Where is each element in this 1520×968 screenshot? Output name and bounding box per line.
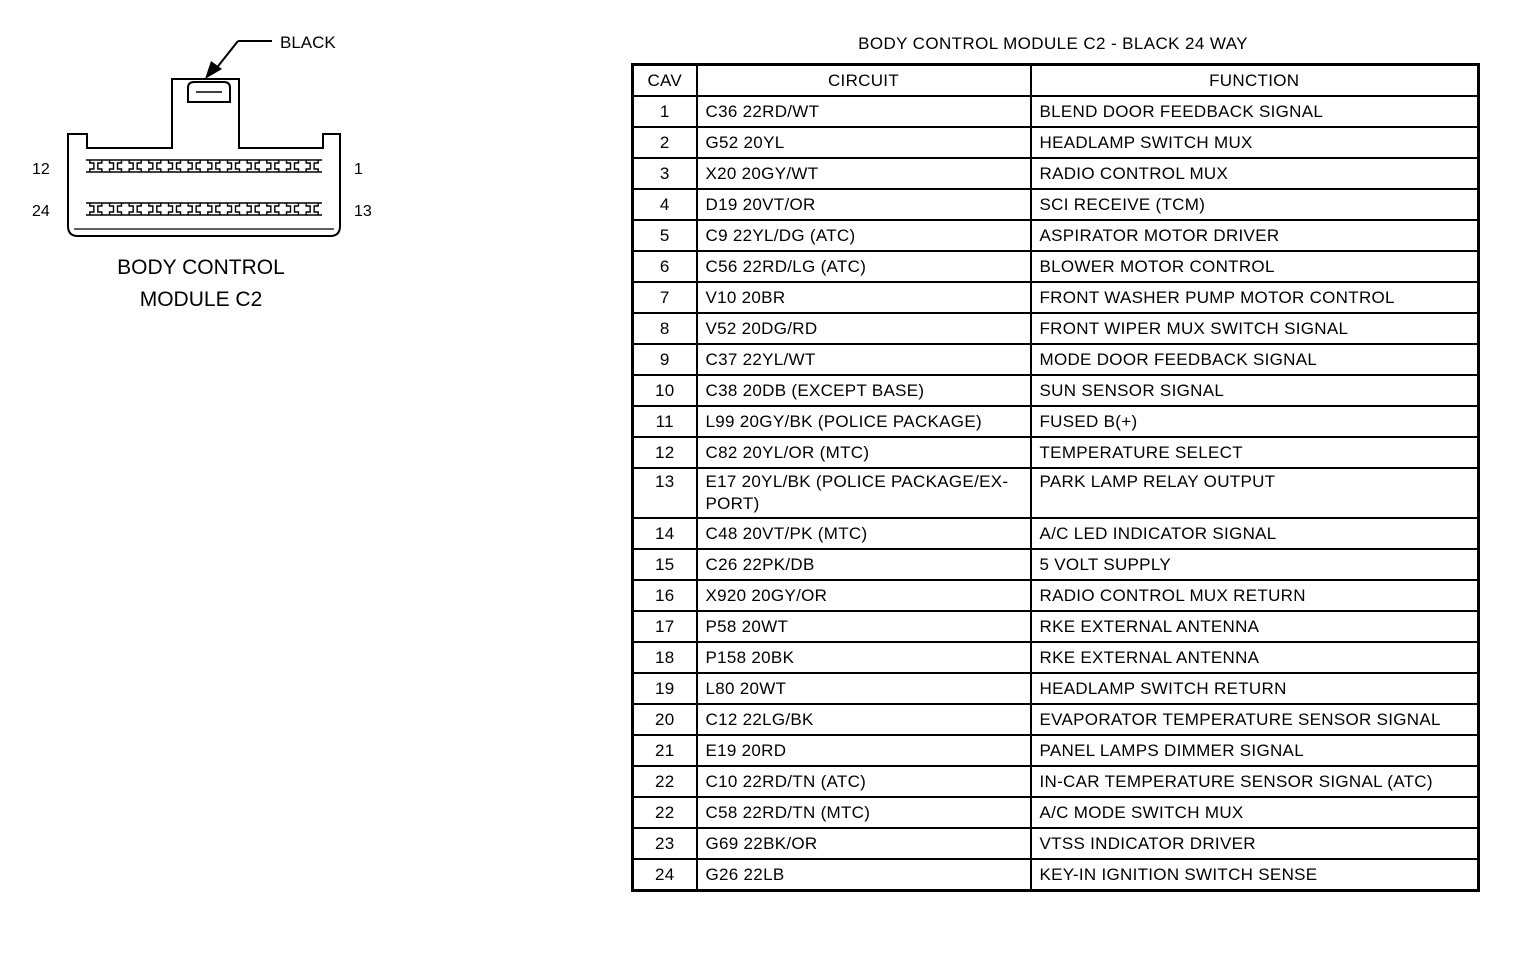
table-row — [633, 580, 1479, 611]
cav-cell: 5 — [633, 220, 697, 251]
circuit-cell: C26 22PK/DB — [697, 549, 1031, 580]
table-row — [633, 735, 1479, 766]
cav-cell: 19 — [633, 673, 697, 704]
cav-cell: 22 — [633, 766, 697, 797]
function-cell: BLEND DOOR FEEDBACK SIGNAL — [1031, 96, 1479, 127]
table-row — [633, 282, 1479, 313]
cav-cell: 3 — [633, 158, 697, 189]
circuit-cell: C56 22RD/LG (ATC) — [697, 251, 1031, 282]
table-row — [633, 468, 1479, 518]
cav-cell: 9 — [633, 344, 697, 375]
function-cell: BLOWER MOTOR CONTROL — [1031, 251, 1479, 282]
pin-label-1: 1 — [354, 161, 363, 178]
function-cell: A/C LED INDICATOR SIGNAL — [1031, 518, 1479, 549]
circuit-cell: C37 22YL/WT — [697, 344, 1031, 375]
function-cell: RKE EXTERNAL ANTENNA — [1031, 642, 1479, 673]
terminal-row-bottom — [86, 203, 322, 215]
color-callout-label: BLACK — [280, 33, 336, 52]
circuit-cell: X20 20GY/WT — [697, 158, 1031, 189]
table-row — [633, 406, 1479, 437]
terminal-cavity — [247, 160, 259, 172]
circuit-cell: L99 20GY/BK (POLICE PACKAGE) — [697, 406, 1031, 437]
circuit-cell: C38 20DB (EXCEPT BASE) — [697, 375, 1031, 406]
function-cell: FRONT WASHER PUMP MOTOR CONTROL — [1031, 282, 1479, 313]
terminal-cavity — [247, 203, 259, 215]
table-row — [633, 704, 1479, 735]
terminal-cavity — [188, 160, 200, 172]
function-cell: FUSED B(+) — [1031, 406, 1479, 437]
circuit-cell: L80 20WT — [697, 673, 1031, 704]
circuit-cell: G52 20YL — [697, 127, 1031, 158]
cav-cell: 7 — [633, 282, 697, 313]
terminal-cavity — [287, 203, 299, 215]
table-row — [633, 437, 1479, 468]
cav-cell: 13 — [633, 468, 697, 518]
circuit-cell: D19 20VT/OR — [697, 189, 1031, 220]
table-row — [633, 611, 1479, 642]
header-cav: CAV — [633, 65, 697, 97]
cav-cell: 1 — [633, 96, 697, 127]
terminal-cavity — [90, 203, 102, 215]
function-cell: RKE EXTERNAL ANTENNA — [1031, 611, 1479, 642]
function-cell: ASPIRATOR MOTOR DRIVER — [1031, 220, 1479, 251]
function-cell: FRONT WIPER MUX SWITCH SIGNAL — [1031, 313, 1479, 344]
table-row — [633, 828, 1479, 859]
pinout-table — [631, 63, 1480, 892]
function-cell: TEMPERATURE SELECT — [1031, 437, 1479, 468]
function-cell: IN-CAR TEMPERATURE SENSOR SIGNAL (ATC) — [1031, 766, 1479, 797]
function-cell: SUN SENSOR SIGNAL — [1031, 375, 1479, 406]
circuit-cell: C9 22YL/DG (ATC) — [697, 220, 1031, 251]
table-row — [633, 673, 1479, 704]
table-row — [633, 251, 1479, 282]
pinout-table-body — [633, 96, 1479, 891]
circuit-cell: X920 20GY/OR — [697, 580, 1031, 611]
circuit-cell: C12 22LG/BK — [697, 704, 1031, 735]
function-cell: A/C MODE SWITCH MUX — [1031, 797, 1479, 828]
terminal-cavity — [267, 160, 279, 172]
cav-cell: 4 — [633, 189, 697, 220]
header-function: FUNCTION — [1031, 65, 1479, 97]
table-row — [633, 797, 1479, 828]
function-cell: KEY-IN IGNITION SWITCH SENSE — [1031, 859, 1479, 891]
circuit-cell: V10 20BR — [697, 282, 1031, 313]
pin-label-12: 12 — [32, 161, 50, 178]
table-row — [633, 642, 1479, 673]
table-row — [633, 375, 1479, 406]
cav-cell: 10 — [633, 375, 697, 406]
circuit-cell: G69 22BK/OR — [697, 828, 1031, 859]
circuit-cell: P58 20WT — [697, 611, 1031, 642]
function-cell: RADIO CONTROL MUX — [1031, 158, 1479, 189]
cav-cell: 8 — [633, 313, 697, 344]
function-cell: HEADLAMP SWITCH RETURN — [1031, 673, 1479, 704]
terminal-cavity — [228, 160, 240, 172]
table-row — [633, 859, 1479, 891]
table-row — [633, 220, 1479, 251]
terminal-cavity — [169, 203, 181, 215]
cav-cell: 12 — [633, 437, 697, 468]
table-row — [633, 96, 1479, 127]
function-cell: VTSS INDICATOR DRIVER — [1031, 828, 1479, 859]
cav-cell: 24 — [633, 859, 697, 891]
table-row — [633, 549, 1479, 580]
cav-cell: 22 — [633, 797, 697, 828]
cav-cell: 23 — [633, 828, 697, 859]
terminal-cavity — [110, 203, 122, 215]
table-row — [633, 344, 1479, 375]
cav-cell: 6 — [633, 251, 697, 282]
circuit-cell: C10 22RD/TN (ATC) — [697, 766, 1031, 797]
terminal-cavity — [208, 203, 220, 215]
table-row — [633, 518, 1479, 549]
table-row — [633, 766, 1479, 797]
terminal-row-top — [86, 160, 322, 172]
cav-cell: 18 — [633, 642, 697, 673]
terminal-cavity — [228, 203, 240, 215]
function-cell: 5 VOLT SUPPLY — [1031, 549, 1479, 580]
terminal-cavity — [110, 160, 122, 172]
connector-name-line2: MODULE C2 — [139, 288, 263, 311]
header-circuit: CIRCUIT — [697, 65, 1031, 97]
callout-arrow — [205, 41, 272, 79]
table-row — [633, 158, 1479, 189]
terminal-cavity — [149, 203, 161, 215]
function-cell: SCI RECEIVE (TCM) — [1031, 189, 1479, 220]
circuit-cell: C82 20YL/OR (MTC) — [697, 437, 1031, 468]
terminal-cavity — [188, 203, 200, 215]
cav-cell: 20 — [633, 704, 697, 735]
terminal-cavity — [129, 160, 141, 172]
terminal-cavity — [149, 160, 161, 172]
function-cell: PARK LAMP RELAY OUTPUT — [1031, 468, 1479, 518]
function-cell: MODE DOOR FEEDBACK SIGNAL — [1031, 344, 1479, 375]
cav-cell: 21 — [633, 735, 697, 766]
circuit-cell: C48 20VT/PK (MTC) — [697, 518, 1031, 549]
circuit-cell: E19 20RD — [697, 735, 1031, 766]
function-cell: PANEL LAMPS DIMMER SIGNAL — [1031, 735, 1479, 766]
circuit-cell: P158 20BK — [697, 642, 1031, 673]
function-cell: RADIO CONTROL MUX RETURN — [1031, 580, 1479, 611]
function-cell: HEADLAMP SWITCH MUX — [1031, 127, 1479, 158]
terminal-cavity — [169, 160, 181, 172]
cav-cell: 17 — [633, 611, 697, 642]
cav-cell: 15 — [633, 549, 697, 580]
cav-cell: 14 — [633, 518, 697, 549]
connector-diagram — [0, 0, 420, 330]
terminal-cavity — [306, 160, 318, 172]
pin-label-13: 13 — [354, 203, 372, 220]
table-title: BODY CONTROL MODULE C2 - BLACK 24 WAY — [858, 34, 1248, 53]
terminal-cavity — [287, 160, 299, 172]
table-header-row — [633, 65, 1479, 97]
circuit-cell: V52 20DG/RD — [697, 313, 1031, 344]
terminal-cavity — [90, 160, 102, 172]
circuit-cell: C36 22RD/WT — [697, 96, 1031, 127]
terminal-cavity — [306, 203, 318, 215]
circuit-cell: E17 20YL/BK (POLICE PACKAGE/EX-PORT) — [697, 468, 1031, 518]
circuit-cell: G26 22LB — [697, 859, 1031, 891]
cav-cell: 11 — [633, 406, 697, 437]
table-row — [633, 313, 1479, 344]
pin-label-24: 24 — [32, 203, 50, 220]
cav-cell: 16 — [633, 580, 697, 611]
terminal-cavity — [129, 203, 141, 215]
function-cell: EVAPORATOR TEMPERATURE SENSOR SIGNAL — [1031, 704, 1479, 735]
circuit-cell: C58 22RD/TN (MTC) — [697, 797, 1031, 828]
table-row — [633, 127, 1479, 158]
terminal-cavity — [267, 203, 279, 215]
table-row — [633, 189, 1479, 220]
connector-name-line1: BODY CONTROL — [117, 256, 285, 279]
terminal-cavity — [208, 160, 220, 172]
cav-cell: 2 — [633, 127, 697, 158]
